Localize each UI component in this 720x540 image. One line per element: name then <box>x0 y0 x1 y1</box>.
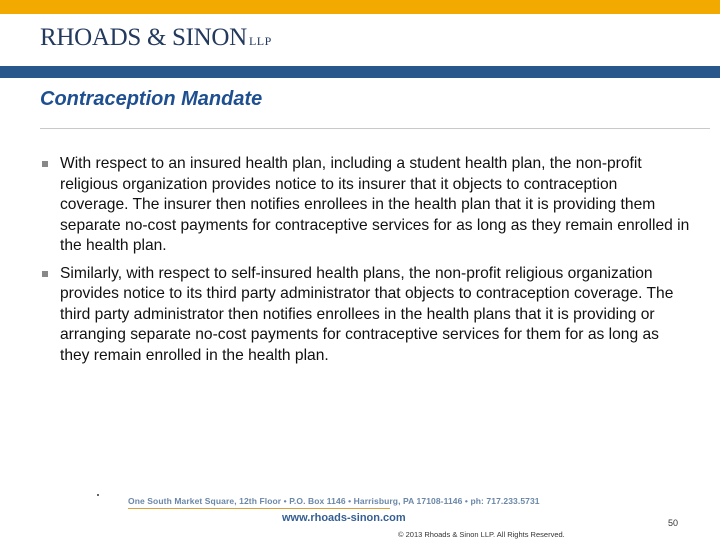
page-number: 50 <box>667 518 678 528</box>
logo-suffix-text: LLP <box>248 34 272 48</box>
top-accent-strip <box>0 0 720 14</box>
title-divider <box>40 128 710 129</box>
firm-logo <box>40 24 272 52</box>
bullet-item <box>40 264 690 367</box>
bullet-list <box>40 154 690 373</box>
footer-website-link[interactable]: www.rhoads-sinon.com <box>282 512 406 524</box>
header-blue-bar <box>0 66 720 78</box>
footer-dot <box>97 494 99 496</box>
footer-divider <box>128 508 390 509</box>
square-bullet-icon <box>42 271 48 277</box>
logo-main-text: RHOADS & SINON <box>40 24 247 51</box>
bullet-text: With respect to an insured health plan, including a student health plan, the non-profit religious organization provides notice to its insurer that it objects to contraception coverage. The insurer then notifies enrollees in the health plan that it is providing them separate no-cost payments for contraceptive services for as long as they remain enrolled in the health plan. <box>60 155 690 254</box>
bullet-item <box>40 154 690 257</box>
bullet-text: Similarly, with respect to self-insured health plans, the non-profit religious organization provides notice to its third party administrator that objects to contraception coverage. The third party administrator then notifies enrollees in the health plans that it is providing or arranging separate no-cost payments for contraceptive services for them for as long as they remain enrolled in the health plan. <box>60 264 674 364</box>
slide-title: Contraception Mandate <box>40 88 263 110</box>
copyright-notice: © 2013 Rhoads & Sinon LLP. All Rights Reserved. <box>398 530 565 539</box>
footer-address: One South Market Square, 12th Floor • P.O. Box 1146 • Harrisburg, PA 17108-1146 • ph: 717.233.5731 <box>128 496 540 506</box>
square-bullet-icon <box>42 161 48 167</box>
